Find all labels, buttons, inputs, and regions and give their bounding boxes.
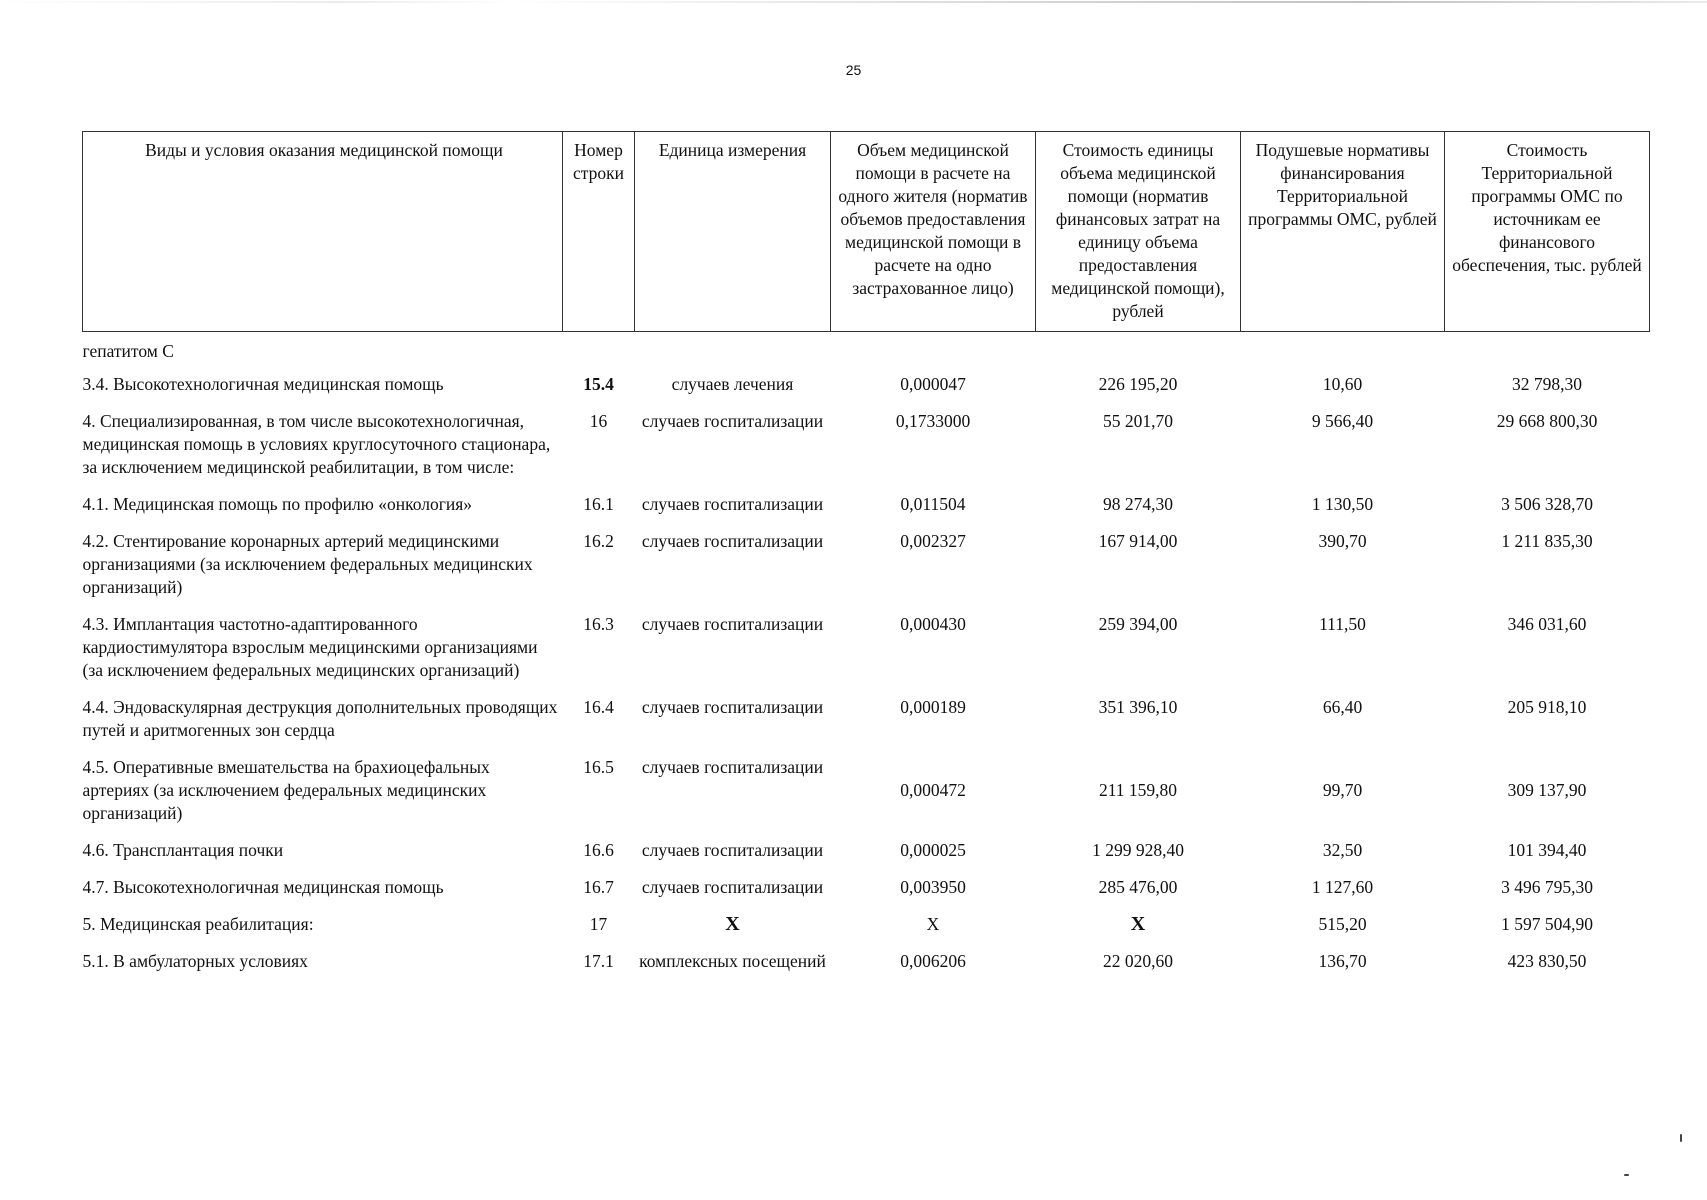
cell-num: 17.1 bbox=[583, 951, 614, 971]
cell-unit: случаев лечения bbox=[671, 374, 794, 394]
header-row-number: Номер строки bbox=[563, 132, 635, 332]
cell-total: 29 668 800,30 bbox=[1496, 411, 1598, 431]
cell-num: 16.6 bbox=[583, 840, 614, 860]
scan-speck bbox=[1624, 1174, 1629, 1176]
table-row bbox=[83, 907, 1650, 944]
cell-name: 4. Специализированная, в том числе высокотехнологичная, медицинская помощь в условиях круглосуточного стационара, за исключением медицинской реабилитации, в том числе: bbox=[82, 411, 551, 477]
cell-volume: Х bbox=[926, 914, 940, 934]
page-number: 25 bbox=[845, 62, 862, 78]
cell-num: 16.2 bbox=[583, 531, 614, 551]
cell-cost bbox=[1036, 332, 1241, 368]
cell-num: 16.7 bbox=[583, 877, 614, 897]
cell-name: 4.5. Оперативные вмешательства на брахиоцефальных артериях (за исключением федеральных медицинских организаций) bbox=[82, 757, 490, 823]
cell-per-capita: 1 130,50 bbox=[1311, 494, 1374, 514]
cell-volume: 0,002327 bbox=[900, 531, 966, 551]
cell-unit: случаев госпитализации bbox=[641, 411, 824, 431]
cell-volume: 0,006206 bbox=[900, 951, 966, 971]
cell-unit: комплексных посещений bbox=[639, 951, 826, 971]
table-row bbox=[83, 690, 1650, 750]
cell-volume: 0,000472 bbox=[900, 780, 966, 800]
cell-unit: случаев госпитализации bbox=[641, 531, 824, 551]
cell-per-capita: 32,50 bbox=[1322, 840, 1363, 860]
header-care-type: Виды и условия оказания медицинской помощи bbox=[83, 132, 563, 332]
table-row bbox=[83, 524, 1650, 607]
cell-volume: 0,1733000 bbox=[895, 411, 971, 431]
cell-num: 16.1 bbox=[583, 494, 614, 514]
cell-total: 3 506 328,70 bbox=[1501, 494, 1593, 514]
cell-cost: 351 396,10 bbox=[1098, 697, 1178, 717]
cell-per-capita: 99,70 bbox=[1322, 780, 1363, 800]
cell-num: 15.4 bbox=[583, 374, 614, 394]
cell-cost: 167 914,00 bbox=[1098, 531, 1178, 551]
cell-volume: 0,000047 bbox=[900, 374, 966, 394]
cell-unit: случаев госпитализации bbox=[641, 697, 824, 717]
cell-per-capita: 9 566,40 bbox=[1311, 411, 1374, 431]
cell-unit: Х bbox=[725, 913, 740, 935]
header-unit: Единица измерения bbox=[635, 132, 831, 332]
cell-name: 5. Медицинская реабилитация: bbox=[82, 914, 314, 934]
cell-cost: 285 476,00 bbox=[1098, 877, 1178, 897]
cell-total: 205 918,10 bbox=[1507, 697, 1587, 717]
cell-cost: 55 201,70 bbox=[1103, 411, 1173, 431]
cell-volume: 0,000189 bbox=[900, 697, 966, 717]
cell-cost: 22 020,60 bbox=[1103, 951, 1173, 971]
cell-name: 4.2. Стентирование коронарных артерий медицинскими организациями (за исключением федеральных медицинских организаций) bbox=[82, 531, 533, 597]
cell-unit bbox=[635, 332, 831, 368]
cell-cost: Х bbox=[1130, 913, 1146, 935]
cell-total: 309 137,90 bbox=[1507, 780, 1587, 800]
cell-cost: 226 195,20 bbox=[1098, 374, 1178, 394]
cell-per-capita: 10,60 bbox=[1322, 374, 1363, 394]
cell-num bbox=[563, 332, 635, 368]
table-row bbox=[83, 487, 1650, 524]
scan-speck bbox=[1680, 1134, 1682, 1142]
cell-name: 5.1. В амбулаторных условиях bbox=[82, 951, 308, 971]
cell-unit: случаев госпитализации bbox=[641, 757, 824, 777]
cell-total bbox=[1445, 332, 1650, 368]
cell-per-capita: 515,20 bbox=[1318, 914, 1367, 934]
table-row bbox=[83, 944, 1650, 981]
header-unit-cost: Стоимость единицы объема медицинской помощи (норматив финансовых затрат на единицу объема предоставления медицинской помощи), рублей bbox=[1036, 132, 1241, 332]
cell-total: 423 830,50 bbox=[1507, 951, 1587, 971]
cell-unit: случаев госпитализации bbox=[641, 840, 824, 860]
cell-volume: 0,000025 bbox=[900, 840, 966, 860]
header-volume: Объем медицинской помощи в расчете на одного жителя (норматив объемов предоставления медицинской помощи в расчете на одно застрахованное лицо) bbox=[831, 132, 1036, 332]
cell-name: 4.4. Эндоваскулярная деструкция дополнительных проводящих путей и аритмогенных зон сердца bbox=[82, 697, 558, 740]
cell-unit: случаев госпитализации bbox=[641, 494, 824, 514]
cell-cost: 98 274,30 bbox=[1103, 494, 1173, 514]
cell-volume: 0,011504 bbox=[900, 494, 966, 514]
cell-volume bbox=[831, 332, 1036, 368]
cell-per-capita: 1 127,60 bbox=[1311, 877, 1374, 897]
cell-cost: 1 299 928,40 bbox=[1092, 840, 1184, 860]
table-row bbox=[83, 750, 1650, 833]
cell-num: 16.5 bbox=[583, 757, 614, 777]
cell-unit: случаев госпитализации bbox=[641, 877, 824, 897]
cell-total: 3 496 795,30 bbox=[1501, 877, 1593, 897]
cell-num: 16.3 bbox=[583, 614, 614, 634]
cell-name: 3.4. Высокотехнологичная медицинская помощь bbox=[82, 374, 444, 394]
cell-total: 101 394,40 bbox=[1507, 840, 1587, 860]
cell-num: 16.4 bbox=[583, 697, 614, 717]
cell-volume: 0,003950 bbox=[900, 877, 966, 897]
cell-total: 1 597 504,90 bbox=[1501, 914, 1593, 934]
cell-total: 346 031,60 bbox=[1507, 614, 1587, 634]
table-row bbox=[83, 607, 1650, 690]
cell-per-capita: 136,70 bbox=[1318, 951, 1367, 971]
cell-name: 4.3. Имплантация частотно-адаптированного кардиостимулятора взрослым медицинскими организациями (за исключением федеральных медицинских организаций) bbox=[82, 614, 538, 680]
cell-volume: 0,000430 bbox=[900, 614, 966, 634]
cell-cost: 259 394,00 bbox=[1098, 614, 1178, 634]
table-row bbox=[83, 404, 1650, 487]
cell-per-capita: 66,40 bbox=[1322, 697, 1363, 717]
header-per-capita: Подушевые нормативы финансирования Территориальной программы ОМС, рублей bbox=[1241, 132, 1445, 332]
table-header bbox=[83, 132, 1650, 332]
cell-name: 4.6. Трансплантация почки bbox=[82, 840, 284, 860]
cell-name: гепатитом С bbox=[82, 341, 174, 361]
medical-care-table bbox=[82, 131, 1650, 981]
cell-per-capita bbox=[1241, 332, 1445, 368]
cell-cost: 211 159,80 bbox=[1098, 780, 1178, 800]
cell-unit: случаев госпитализации bbox=[641, 614, 824, 634]
cell-name: 4.7. Высокотехнологичная медицинская помощь bbox=[82, 877, 444, 897]
table-row bbox=[83, 367, 1650, 404]
header-total-cost: Стоимость Территориальной программы ОМС по источникам ее финансового обеспечения, тыс. рублей bbox=[1445, 132, 1650, 332]
cell-total: 32 798,30 bbox=[1512, 374, 1582, 394]
table-row bbox=[83, 870, 1650, 907]
cell-total: 1 211 835,30 bbox=[1501, 531, 1593, 551]
scan-artifact-line bbox=[0, 1, 1707, 3]
cell-num: 17 bbox=[589, 914, 608, 934]
cell-per-capita: 390,70 bbox=[1318, 531, 1367, 551]
cell-num: 16 bbox=[589, 411, 608, 431]
table-row bbox=[83, 332, 1650, 368]
table-row bbox=[83, 833, 1650, 870]
cell-per-capita: 111,50 bbox=[1319, 614, 1366, 634]
cell-name: 4.1. Медицинская помощь по профилю «онкология» bbox=[82, 494, 473, 514]
